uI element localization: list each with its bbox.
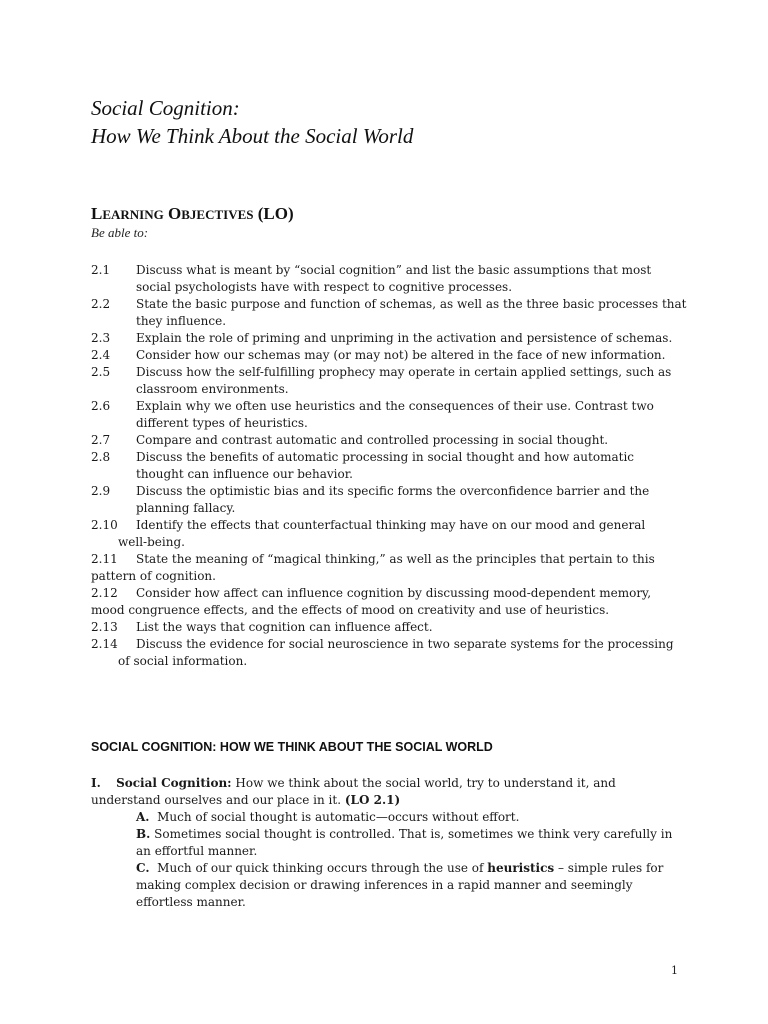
objective-text-cont: classroom environments.: [136, 382, 289, 396]
objective-item: [91, 364, 691, 398]
point-I-lo-ref: (LO 2.1): [344, 793, 401, 807]
sub-B-text-1: Sometimes social thought is controlled. That is, sometimes we think very carefully in: [154, 827, 673, 841]
objectives-intro: Be able to:: [91, 225, 149, 240]
objective-number: 2.2: [91, 297, 111, 311]
objective-number: 2.1: [91, 263, 111, 277]
point-I-line-1: [91, 775, 691, 792]
lo-heading-L: L: [91, 204, 103, 223]
point-I-term: Social Cognition:: [116, 776, 232, 790]
objective-text-cont: thought can influence our behavior.: [136, 467, 353, 481]
objective-text-cont: of social information.: [118, 654, 248, 668]
objective-text: Explain why we often use heuristics and the consequences of their use. Contrast two: [136, 399, 654, 413]
objective-text: List the ways that cognition can influence affect.: [136, 620, 433, 634]
sub-C-term: heuristics: [487, 861, 555, 875]
section-body: [91, 775, 691, 911]
sub-C-letter: C.: [136, 861, 150, 875]
objective-item: [91, 347, 691, 364]
objective-item: [91, 619, 691, 636]
lo-heading-earning: EARNING: [102, 207, 164, 222]
objective-text: Identify the effects that counterfactual thinking may have on our mood and general: [136, 518, 646, 532]
objective-text: Explain the role of priming and unpriming in the activation and persistence of schemas.: [136, 331, 673, 345]
objective-number: 2.4: [91, 348, 111, 362]
objective-number: 2.3: [91, 331, 111, 345]
objective-text-cont: different types of heuristics.: [136, 416, 308, 430]
objective-number: 2.14: [91, 637, 118, 651]
sub-C-cont-1: making complex decision or drawing inferences in a rapid manner and seemingly: [136, 878, 633, 892]
objective-item: [91, 636, 691, 670]
objective-number: 2.12: [91, 586, 118, 600]
objective-number: 2.9: [91, 484, 111, 498]
objective-text: Compare and contrast automatic and controlled processing in social thought.: [136, 433, 609, 447]
objective-item: [91, 398, 691, 432]
objective-text: Discuss the benefits of automatic processing in social thought and how automatic: [136, 450, 634, 464]
sub-B-cont: an effortful manner.: [136, 844, 258, 858]
sub-C-cont-2: effortless manner.: [136, 895, 246, 909]
objective-number: 2.6: [91, 399, 111, 413]
objective-text-cont: they influence.: [136, 314, 227, 328]
objective-number: 2.7: [91, 433, 111, 447]
learning-objectives-heading: [91, 204, 294, 224]
objective-text: Discuss the optimistic bias and its specific forms the overconfidence barrier and the: [136, 484, 650, 498]
objective-item: [91, 262, 691, 296]
objective-number: 2.8: [91, 450, 111, 464]
objective-text: Discuss what is meant by “social cognition” and list the basic assumptions that most: [136, 263, 652, 277]
objective-item: [91, 432, 691, 449]
objectives-list: [91, 262, 691, 670]
objective-number: 2.11: [91, 552, 118, 566]
objective-item: [91, 330, 691, 347]
sub-point-C: [91, 860, 691, 877]
sub-C-text-post: – simple rules for: [554, 861, 664, 875]
objective-text: State the basic purpose and function of schemas, as well as the three basic processes that: [136, 297, 687, 311]
point-I-numeral: I.: [91, 776, 101, 790]
objective-number: 2.13: [91, 620, 118, 634]
objective-item: [91, 449, 691, 483]
objective-text-cont: mood congruence effects, and the effects of mood on creativity and use of heuristics.: [91, 603, 610, 617]
objective-text: Consider how affect can influence cognition by discussing mood-dependent memory,: [136, 586, 652, 600]
lo-heading-tail: (LO): [253, 204, 294, 223]
objective-number: 2.5: [91, 365, 111, 379]
objective-text: Consider how our schemas may (or may not) be altered in the face of new information.: [136, 348, 666, 362]
sub-C-text-pre: Much of our quick thinking occurs through the use of: [157, 861, 488, 875]
objective-item: [91, 483, 691, 517]
title-line-1: Social Cognition:: [91, 96, 240, 120]
objective-text: State the meaning of “magical thinking,” as well as the principles that pertain to this: [136, 552, 655, 566]
document-title: [91, 94, 413, 150]
section-heading: SOCIAL COGNITION: HOW WE THINK ABOUT THE SOCIAL WORLD: [91, 740, 493, 754]
lo-heading-bjectives: BJECTIVES: [181, 207, 254, 222]
sub-point-A: [91, 809, 691, 826]
objective-text-cont: social psychologists have with respect to cognitive processes.: [136, 280, 513, 294]
objective-item: [91, 551, 691, 585]
objective-text: Discuss the evidence for social neuroscience in two separate systems for the processing: [136, 637, 674, 651]
objective-item: [91, 585, 691, 619]
objective-text-cont: pattern of cognition.: [91, 569, 216, 583]
page-number: 1: [671, 964, 678, 977]
objective-item: [91, 296, 691, 330]
sub-B-letter: B.: [136, 827, 151, 841]
objective-text-cont: well-being.: [118, 535, 185, 549]
sub-point-B: [91, 826, 691, 843]
sub-A-text: Much of social thought is automatic—occurs without effort.: [157, 810, 520, 824]
point-I-line-2: [91, 792, 691, 809]
objective-text-cont: planning fallacy.: [136, 501, 236, 515]
sub-A-letter: A.: [136, 810, 150, 824]
title-line-2: How We Think About the Social World: [91, 124, 414, 148]
lo-heading-O: O: [163, 204, 182, 223]
objective-number: 2.10: [91, 518, 118, 532]
objective-item: [91, 517, 691, 551]
point-I-text-2: understand ourselves and our place in it.: [91, 793, 345, 807]
point-I-text-1: How we think about the social world, try to understand it, and: [231, 776, 616, 790]
objective-text: Discuss how the self-fulfilling prophecy may operate in certain applied settings, such as: [136, 365, 672, 379]
